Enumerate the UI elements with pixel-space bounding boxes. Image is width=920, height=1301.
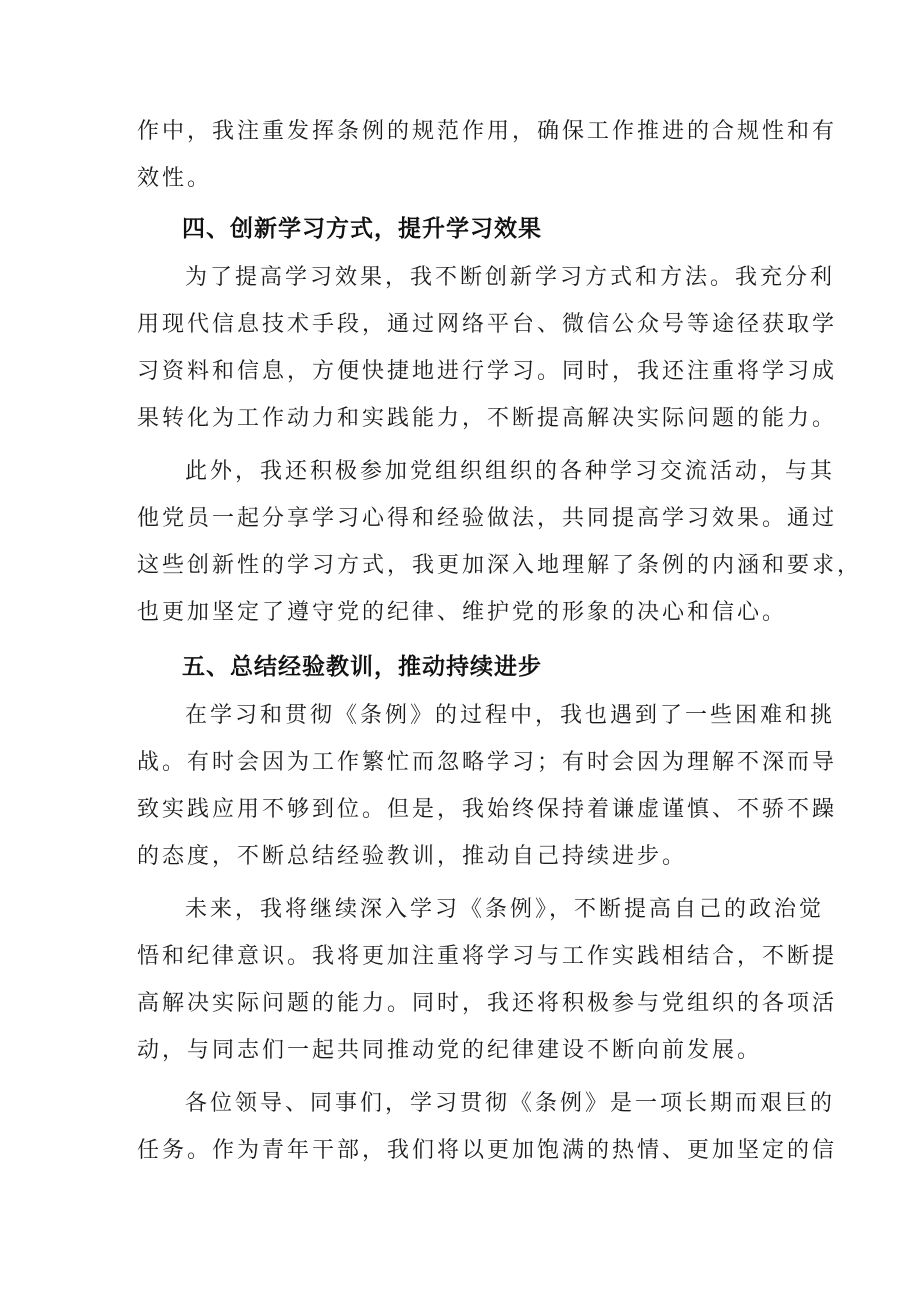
text-line: 战。有时会因为工作繁忙而忽略学习；有时会因为理解不深而导 — [137, 750, 838, 775]
text-line: 习资料和信息，方便快捷地进行学习。同时，我还注重将学习成 — [137, 359, 838, 384]
text-line: 他党员一起分享学习心得和经验做法，共同提高学习效果。通过 — [137, 506, 838, 531]
text-line: 各位领导、同事们，学习贯彻《条例》是一项长期而艰巨的 — [185, 1091, 836, 1116]
paragraph-difficulties — [137, 692, 838, 880]
text-line: 致实践应用不够到位。但是，我始终保持着谦虚谨慎、不骄不躁 — [137, 797, 838, 822]
text-line: 未来，我将继续深入学习《条例》，不断提高自己的政治觉 — [185, 897, 825, 922]
text-line: 用现代信息技术手段，通过网络平台、微信公众号等途径获取学 — [137, 312, 838, 337]
text-line: 在学习和贯彻《条例》的过程中，我也遇到了一些困难和挑 — [185, 703, 836, 728]
text-line: 此外，我还积极参加党组织组织的各种学习交流活动，与其 — [185, 459, 836, 484]
text-line: 任务。作为青年干部，我们将以更加饱满的热情、更加坚定的信 — [137, 1138, 838, 1163]
paragraph-learning-methods — [137, 254, 838, 442]
text-line: 也更加坚定了遵守党的纪律、维护党的形象的决心和信心。 — [137, 600, 788, 625]
text-line: 作中，我注重发挥条例的规范作用，确保工作推进的合规性和有 — [137, 119, 838, 144]
section-heading-4: 四、创新学习方式，提升学习效果 — [182, 216, 542, 242]
section-heading-5: 五、总结经验教训，推动持续进步 — [182, 654, 542, 680]
text-line: 果转化为工作动力和实践能力，不断提高解决实际问题的能力。 — [137, 406, 838, 431]
paragraph-future — [137, 886, 838, 1074]
paragraph-closing — [137, 1080, 838, 1174]
text-line: 动，与同志们一起共同推动党的纪律建设不断向前发展。 — [137, 1038, 763, 1063]
text-line: 的态度，不断总结经验教训，推动自己持续进步。 — [137, 844, 688, 869]
text-line: 效性。 — [137, 166, 213, 191]
text-line: 高解决实际问题的能力。同时，我还将积极参与党组织的各项活 — [137, 991, 838, 1016]
paragraph-exchange-activities — [137, 448, 863, 636]
text-line: 悟和纪律意识。我将更加注重将学习与工作实践相结合，不断提 — [137, 944, 838, 969]
text-line: 为了提高学习效果，我不断创新学习方式和方法。我充分利 — [185, 265, 836, 290]
paragraph-continuation — [137, 108, 838, 202]
text-line: 这些创新性的学习方式，我更加深入地理解了条例的内涵和要求， — [137, 553, 863, 578]
